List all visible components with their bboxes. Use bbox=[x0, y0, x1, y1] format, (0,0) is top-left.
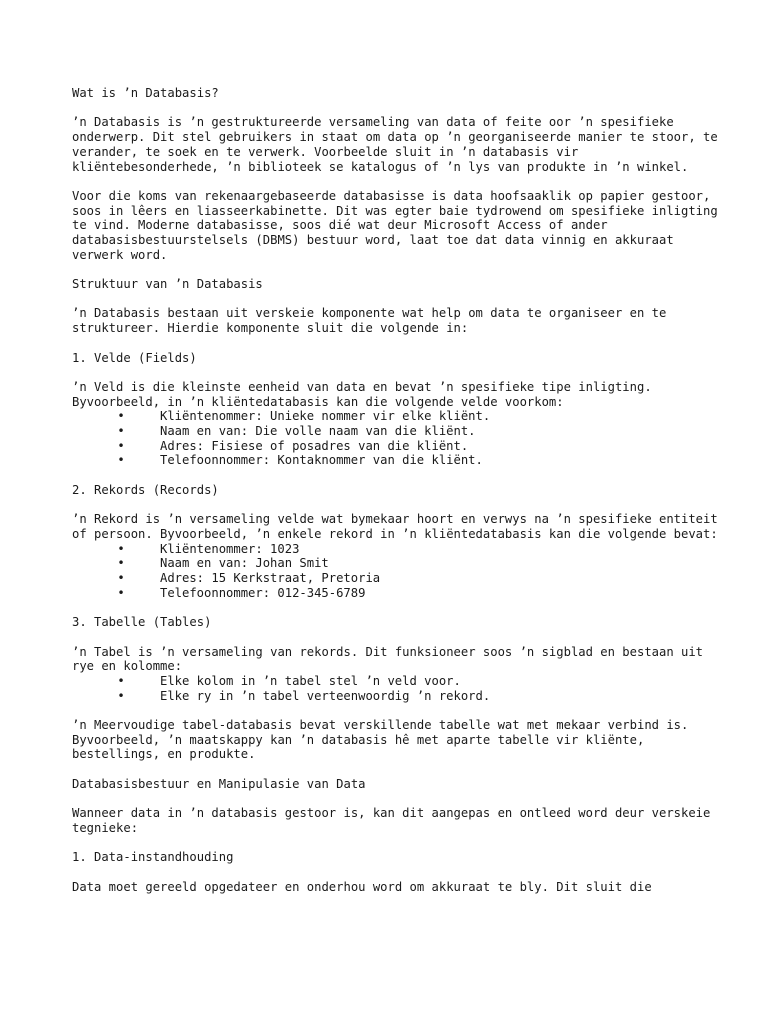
bullet-icon: • bbox=[117, 541, 125, 556]
bullet-icon: • bbox=[117, 453, 125, 468]
heading-tabelle: 3. Tabelle (Tables) bbox=[72, 615, 212, 630]
list-tabelle bbox=[72, 674, 732, 703]
list-item-text: Adres: 15 Kerkstraat, Pretoria bbox=[160, 571, 381, 586]
paragraph-history: Voor die koms van rekenaargebaseerde databasisse is data hoofsaaklik op papier gestoor, soos in lêers en liasseerkabinette. Dit was egter baie tydrowend om spesifieke inligting te vind. Moderne databasisse, soos dié wat deur Microsoft Access of ander databasisbestuurstelsels (DBMS) bestuur word, laat toe dat data vinnig en akkuraat verwerk word. bbox=[72, 188, 726, 262]
bullet-icon: • bbox=[117, 673, 125, 688]
list-velde bbox=[72, 409, 732, 468]
heading-instandhouding: 1. Data-instandhouding bbox=[72, 850, 234, 865]
list-item bbox=[72, 689, 732, 704]
list-item bbox=[72, 542, 732, 557]
list-item bbox=[72, 586, 732, 601]
bullet-icon: • bbox=[117, 571, 125, 586]
list-item bbox=[72, 439, 732, 454]
bullet-icon: • bbox=[117, 688, 125, 703]
bullet-icon: • bbox=[117, 585, 125, 600]
heading-velde: 1. Velde (Fields) bbox=[72, 350, 197, 365]
paragraph-definition: ’n Databasis is ’n gestruktureerde versameling van data of feite oor ’n spesifieke onderwerp. Dit stel gebruikers in staat om data op ’n georganiseerde manier te stoor, te verander, te soek en te verwerk. Voorbeelde sluit in ’n databasis vir kliëntebesonderhede, ’n biblioteek se katalogus of ’n lys van produkte in ’n winkel. bbox=[72, 115, 726, 174]
heading-rekords: 2. Rekords (Records) bbox=[72, 482, 219, 497]
list-item-text: Elke kolom in ’n tabel stel ’n veld voor. bbox=[160, 673, 461, 688]
list-rekords bbox=[72, 542, 732, 601]
list-item-text: Elke ry in ’n tabel verteenwoordig ’n rekord. bbox=[160, 688, 491, 703]
list-item bbox=[72, 674, 732, 689]
heading-struktuur: Struktuur van ’n Databasis bbox=[72, 277, 263, 292]
paragraph-bestuur: Wanneer data in ’n databasis gestoor is, kan dit aangepas en ontleed word deur verskeie tegnieke: bbox=[72, 806, 718, 835]
list-item bbox=[72, 453, 732, 468]
paragraph-rekords: ’n Rekord is ’n versameling velde wat bymekaar hoort en verwys na ’n spesifieke entiteit of persoon. Byvoorbeeld, ’n enkele rekord in ’n kliëntedatabasis kan die volgende bevat: bbox=[72, 512, 726, 541]
paragraph-meervoudig: ’n Meervoudige tabel-databasis bevat verskillende tabelle wat met mekaar verbind is. Byvoorbeeld, ’n maatskappy kan ’n databasis hê met aparte tabelle vir kliënte, bestellings, en produkte. bbox=[72, 718, 696, 762]
bullet-icon: • bbox=[117, 556, 125, 571]
paragraph-tabelle: ’n Tabel is ’n versameling van rekords. Dit funksioneer soos ’n sigblad en bestaan uit rye en kolomme: bbox=[72, 644, 711, 674]
paragraph-components: ’n Databasis bestaan uit verskeie komponente wat help om data te organiseer en te struktureer. Hierdie komponente sluit die volgende in: bbox=[72, 306, 674, 336]
heading-bestuur: Databasisbestuur en Manipulasie van Data bbox=[72, 776, 366, 791]
paragraph-instandhouding: Data moet gereeld opgedateer en onderhou word om akkuraat te bly. Dit sluit die bbox=[72, 879, 652, 894]
bullet-icon: • bbox=[117, 409, 125, 424]
list-item-text: Telefoonnommer: 012-345-6789 bbox=[160, 585, 366, 600]
list-item-text: Telefoonnommer: Kontaknommer van die kliënt. bbox=[160, 453, 483, 468]
list-item-text: Kliëntenommer: 1023 bbox=[160, 541, 300, 556]
document-title: Wat is ’n Databasis? bbox=[72, 86, 219, 100]
list-item bbox=[72, 571, 732, 586]
list-item bbox=[72, 424, 732, 439]
list-item bbox=[72, 409, 732, 424]
list-item-text: Adres: Fisiese of posadres van die kliënt. bbox=[160, 438, 469, 453]
list-item-text: Naam en van: Johan Smit bbox=[160, 556, 329, 571]
list-item bbox=[72, 556, 732, 571]
paragraph-velde: ’n Veld is die kleinste eenheid van data en bevat ’n spesifieke tipe inligting. Byvoorbeeld, in ’n kliëntedatabasis kan die volgende velde voorkom: bbox=[72, 379, 660, 409]
list-item-text: Kliëntenommer: Unieke nommer vir elke kliënt. bbox=[160, 409, 491, 424]
list-item-text: Naam en van: Die volle naam van die kliënt. bbox=[160, 424, 476, 439]
bullet-icon: • bbox=[117, 438, 125, 453]
bullet-icon: • bbox=[117, 424, 125, 439]
document-page bbox=[72, 86, 732, 909]
